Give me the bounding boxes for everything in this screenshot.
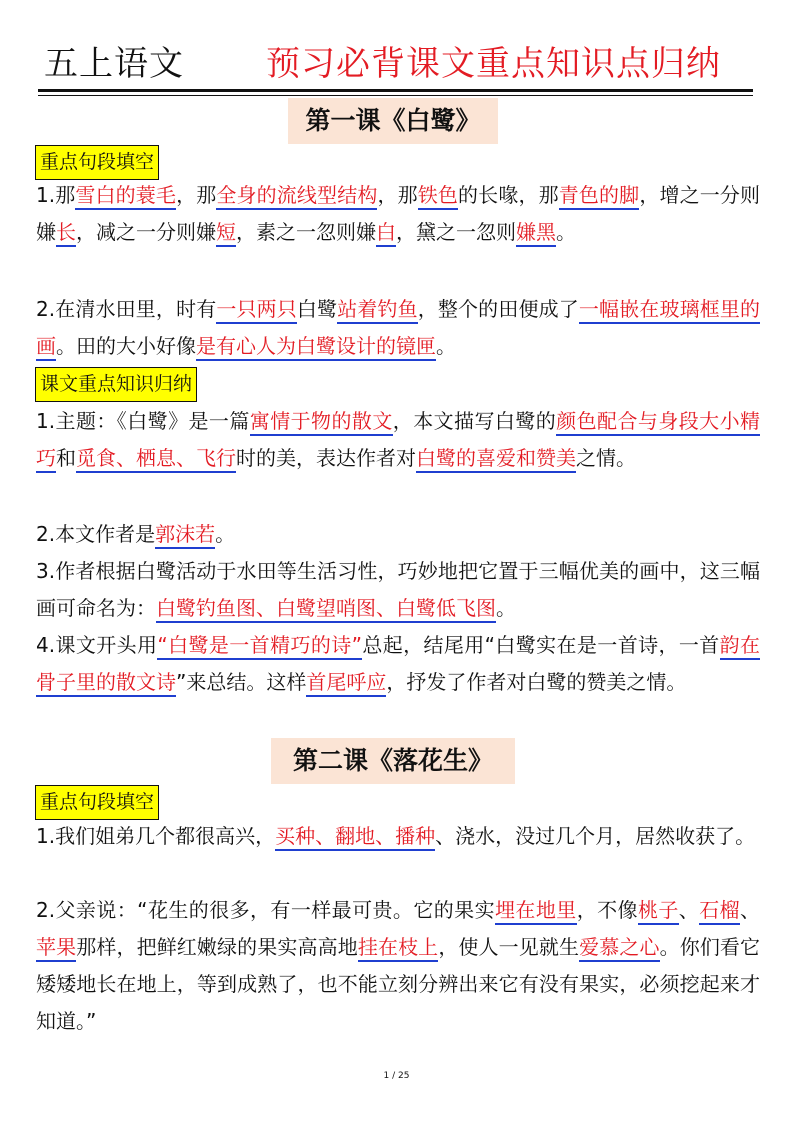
answer: 韵在骨子里的散文诗 bbox=[36, 633, 760, 697]
lesson1-section-knowledge-label: 课文重点知识归纳 bbox=[35, 367, 197, 402]
text: ，素之一忽则嫌 bbox=[236, 220, 376, 244]
answer: 桃子 bbox=[638, 898, 679, 925]
lesson1-knowledge-item-3 bbox=[36, 553, 760, 627]
text: 的长喙，那 bbox=[458, 183, 559, 207]
lesson1-knowledge-item-1 bbox=[36, 403, 760, 477]
text: 作者根据白鹭活动于水田等生活习性，巧妙地把它置于三幅优美的画中，这三幅画可命名为： bbox=[36, 559, 760, 620]
answer: 一幅嵌在玻璃框里的画 bbox=[36, 297, 760, 361]
text: 之情。 bbox=[576, 446, 636, 470]
answer: 长 bbox=[56, 220, 76, 247]
text: 那 bbox=[55, 183, 76, 207]
lesson2-title: 第二课《落花生》 bbox=[271, 738, 515, 784]
answer: 短 bbox=[216, 220, 236, 247]
text: 。你们看它矮矮地长在地上，等到成熟了，也不能立刻分辨出来它有没有果实，必须挖起来才知道。” bbox=[36, 935, 761, 1033]
page-number: 1 / 25 bbox=[383, 1071, 410, 1081]
text: 。 bbox=[556, 220, 576, 244]
answer: 挂在枝上 bbox=[358, 935, 438, 962]
answer: 郭沫若 bbox=[155, 522, 215, 549]
text: 本文作者是 bbox=[55, 522, 156, 546]
item-number: 1. bbox=[36, 824, 56, 848]
page-header bbox=[38, 40, 753, 88]
answer: 青色的脚 bbox=[559, 183, 640, 210]
lesson2-fill-item-2 bbox=[36, 892, 760, 1040]
text: 总起，结尾用“白鹭实在是一首诗，一首 bbox=[361, 633, 720, 657]
answer: 埋在地里 bbox=[495, 898, 577, 925]
answer: 嫌黑 bbox=[516, 220, 556, 247]
text: ，减之一分则嫌 bbox=[76, 220, 216, 244]
text: ，不像 bbox=[576, 898, 638, 922]
text: ，本文描写白鹭的 bbox=[392, 409, 557, 433]
text: 在清水田里，时有 bbox=[55, 297, 217, 321]
item-number: 2. bbox=[36, 898, 56, 922]
answer: 觅食、栖息、飞行 bbox=[76, 446, 236, 473]
lesson1-title: 第一课《白鹭》 bbox=[288, 98, 498, 144]
answer: “白鹭是一首精巧的诗” bbox=[157, 633, 362, 660]
text: ，那 bbox=[176, 183, 217, 207]
text: 父亲说：“花生的很多，有一样最可贵。它的果实 bbox=[55, 898, 496, 922]
answer: 一只两只 bbox=[216, 297, 297, 324]
answer: 白鹭钓鱼图、白鹭望哨图、白鹭低飞图 bbox=[156, 596, 496, 623]
item-number: 1. bbox=[36, 409, 56, 433]
item-number: 2. bbox=[36, 297, 56, 321]
item-number: 2. bbox=[36, 522, 56, 546]
header-rule-thick bbox=[38, 89, 753, 92]
item-number: 3. bbox=[36, 559, 56, 583]
text: 和 bbox=[56, 446, 76, 470]
text: 、浇水，没过几个月，居然收获了。 bbox=[435, 824, 756, 848]
text: ，增之一分则嫌 bbox=[36, 183, 761, 244]
text: 白鹭 bbox=[296, 297, 338, 321]
answer: 买种、翻地、播种 bbox=[275, 824, 435, 851]
answer: 石榴 bbox=[699, 898, 740, 925]
text: 。 bbox=[436, 334, 456, 358]
lesson2-section-fill-blank-label: 重点句段填空 bbox=[35, 785, 159, 820]
answer: 铁色 bbox=[418, 183, 458, 210]
text: 那样，把鲜红嫩绿的果实高高地 bbox=[76, 935, 358, 959]
answer: 站着钓鱼 bbox=[337, 297, 418, 324]
header-rule-thin bbox=[38, 95, 753, 96]
answer: 首尾呼应 bbox=[306, 670, 386, 697]
answer: 全身的流线型结构 bbox=[216, 183, 377, 210]
lesson1-knowledge-item-2 bbox=[36, 516, 760, 553]
answer: 苹果 bbox=[36, 935, 76, 962]
item-number: 4. bbox=[36, 633, 56, 657]
answer: 颜色配合与身段大小精巧 bbox=[36, 409, 760, 473]
answer: 白鹭的喜爱和赞美 bbox=[416, 446, 576, 473]
item-number: 1. bbox=[36, 183, 56, 207]
header-grade: 五上语文 bbox=[44, 44, 184, 84]
lesson2-fill-item-1 bbox=[36, 818, 760, 855]
text: 。田的大小好像 bbox=[56, 334, 196, 358]
answer: 是有心人为白鹭设计的镜匣 bbox=[196, 334, 436, 361]
header-topic: 预习必背课文重点知识点归纳 bbox=[266, 44, 721, 84]
answer: 爱慕之心 bbox=[579, 935, 659, 962]
lesson1-fill-item-1 bbox=[36, 177, 760, 251]
lesson1-section-fill-blank-label: 重点句段填空 bbox=[35, 145, 159, 180]
text: 课文开头用 bbox=[55, 633, 158, 657]
text: 我们姐弟几个都很高兴， bbox=[55, 824, 276, 848]
text: ，那 bbox=[377, 183, 418, 207]
text: ”来总结。这样 bbox=[176, 670, 307, 694]
text: 、 bbox=[740, 898, 761, 922]
text: ，黛之一忽则 bbox=[396, 220, 516, 244]
lesson1-knowledge-item-4 bbox=[36, 627, 760, 701]
answer: 雪白的蓑毛 bbox=[75, 183, 176, 210]
lesson1-fill-item-2 bbox=[36, 291, 760, 365]
text: ，使人一见就生 bbox=[438, 935, 580, 959]
answer: 寓情于物的散文 bbox=[250, 409, 393, 436]
text: 时的美，表达作者对 bbox=[236, 446, 416, 470]
text: 、 bbox=[678, 898, 700, 922]
text: 。 bbox=[496, 596, 516, 620]
text: 主题：《白鹭》是一篇 bbox=[55, 409, 250, 433]
text: 。 bbox=[215, 522, 236, 546]
text: ，整个的田便成了 bbox=[417, 297, 579, 321]
answer: 白 bbox=[376, 220, 396, 247]
text: ，抒发了作者对白鹭的赞美之情。 bbox=[386, 670, 687, 694]
